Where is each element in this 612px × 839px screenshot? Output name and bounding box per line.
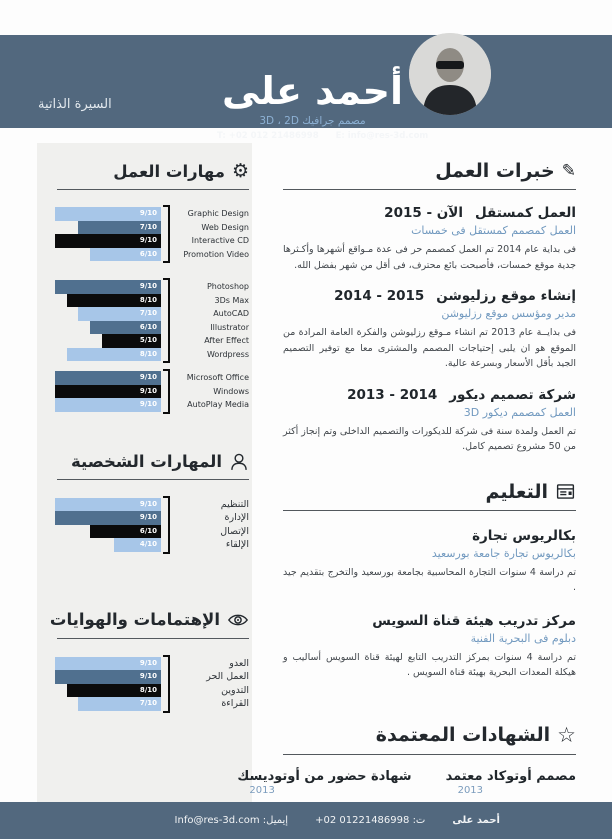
skill-score: 9/10 (139, 499, 157, 508)
eye-icon (227, 609, 249, 631)
skill-bar-row (43, 511, 161, 525)
avatar-silhouette-icon (409, 33, 491, 115)
skill-label: Illustrator (210, 322, 249, 332)
header-contact (210, 131, 429, 141)
entry-title-row (283, 527, 576, 545)
certificate-item (237, 769, 411, 796)
skill-bar-row (43, 280, 161, 294)
skill-score: 9/10 (139, 400, 157, 408)
pencil-icon: ✎ (561, 161, 576, 181)
skill-bar-row (43, 321, 161, 335)
group-bracket (163, 278, 170, 363)
skill-label: Windows (213, 386, 249, 396)
entry-body: تم العمل ولمدة سنة فى شركة للديكورات والتصميم الداخلى وتم إنجاز أكثر من 50 مشروع تصميم كامل. (283, 425, 576, 452)
section-title-education (283, 481, 576, 503)
skill-bar-row (43, 248, 161, 262)
skill-score: 4/10 (139, 540, 157, 548)
skill-bar-row (43, 385, 161, 399)
skill-bar (67, 294, 161, 308)
skill-score: 8/10 (139, 349, 157, 358)
skill-bar-row (43, 207, 161, 221)
skill-score: 5/10 (139, 336, 157, 344)
skill-score: 9/10 (139, 658, 157, 667)
entry-body: فى بداية عام 2014 تم العمل كمصمم حر فى عدة مـواقع أشهرها وأكـثرها جدية موقع خمسات، فأصبحت بائع محترف، فى أقل من شهر بفضل الله. (283, 244, 576, 271)
section-title-certificates (283, 723, 576, 747)
person-job-title: مصمم جرافيك 3D ، 2D (259, 115, 366, 127)
skill-bar (67, 348, 161, 362)
skill-label: Interactive CD (191, 236, 249, 245)
skill-label: Microsoft Office (186, 373, 249, 382)
skill-label: Web Design (201, 222, 249, 232)
skill-bar (55, 371, 161, 385)
skill-bar-row (43, 498, 161, 512)
skill-bar (55, 280, 161, 294)
education-entry (283, 612, 576, 681)
skill-bar (90, 321, 161, 335)
section-title-interests (43, 609, 249, 631)
skill-score: 9/10 (139, 672, 157, 680)
skill-bar (102, 334, 161, 348)
entry-body: تم دراسة 4 سنوات بمركز التدريب التابع لهيئة قناة السويس أساليب و هيكلة المعدات البحرية بهيئة قناة السويس . (283, 651, 576, 678)
section-divider (57, 189, 249, 190)
skill-label: Graphic Design (187, 209, 249, 218)
profile-photo (409, 33, 491, 115)
footer-email (175, 815, 289, 826)
skill-label: After Effect (204, 336, 249, 345)
group-bracket (163, 205, 170, 263)
section-title-text: الشهادات المعتمدة (375, 723, 551, 746)
skill-label: 3Ds Max (214, 295, 249, 305)
footer-email-label: إيميل: (262, 815, 289, 826)
identity-block (210, 69, 429, 141)
skill-score: 7/10 (139, 309, 157, 317)
entry-role: بكالريوس تجارة (472, 527, 576, 544)
education-entry (283, 527, 576, 596)
header-email: E: info@res-3d.com (335, 131, 429, 141)
skill-bar (55, 498, 161, 512)
skill-label: العدو (229, 657, 249, 669)
section-divider (283, 189, 576, 190)
skill-bar-row (43, 525, 161, 539)
skill-bar (67, 684, 161, 698)
entry-role: شركة تصميم ديكور (449, 386, 576, 403)
section-title-experience (283, 160, 576, 182)
section-title-text: المهارات الشخصية (70, 452, 222, 471)
certificate-title: شهادة حضور من أوتوديسك (237, 768, 412, 784)
entry-body: تم دراسة 4 سنوات التجارة المحاسبية بجامعة بورسعيد والتخرج بتقديم جيد . (283, 566, 576, 593)
entry-date: 2013 - 2014 (347, 386, 438, 403)
footer-phone-number: +02 01221486998 (315, 815, 410, 826)
skill-label: الإتصال (220, 525, 249, 537)
section-divider (57, 479, 249, 480)
skill-bar (55, 234, 161, 248)
skill-score: 9/10 (139, 209, 157, 217)
skill-label: Photoshop (206, 282, 249, 291)
experience-entry (283, 287, 576, 372)
footer-email-address: Info@res-3d.com (174, 815, 260, 826)
skill-score: 9/10 (139, 513, 157, 521)
section-divider (57, 638, 249, 639)
skill-score: 9/10 (139, 373, 157, 381)
section-title-text: مهارات العمل (113, 161, 225, 181)
skill-score: 6/10 (139, 526, 157, 535)
skill-bar (55, 385, 161, 399)
group-bracket (163, 496, 170, 554)
skill-label: AutoPlay Media (187, 400, 249, 409)
skill-bar-row (43, 657, 161, 671)
skill-label: الإلقاء (225, 539, 249, 550)
skill-bar (55, 207, 161, 221)
gear-icon: ⚙ (231, 160, 249, 182)
footer-phone-label: ت: (412, 815, 426, 826)
section-divider (283, 510, 576, 511)
skill-bar (55, 511, 161, 525)
section-title-text: خبرات العمل (435, 160, 555, 182)
skill-bar-row (43, 348, 161, 362)
skill-bar (78, 307, 161, 321)
diploma-icon (555, 481, 576, 502)
entry-role: العمل كمستقل (474, 205, 576, 221)
skill-bar-row (43, 294, 161, 308)
footer-name: أحمد على (452, 815, 500, 826)
sidebar-panel (37, 143, 252, 802)
skill-score: 6/10 (139, 322, 157, 331)
header-band (0, 35, 612, 141)
skill-bar-row (43, 234, 161, 248)
skill-label: AutoCAD (213, 309, 249, 318)
person-icon (229, 452, 249, 472)
section-title-personal-skills (43, 452, 249, 472)
skill-label: التدوين (221, 684, 249, 696)
section-divider (283, 754, 576, 755)
cv-label: السيرة الذاتية (38, 97, 112, 112)
entry-subtitle: دبلوم فى البحرية الفنية (470, 631, 576, 645)
skill-bar (55, 670, 161, 684)
entry-role: إنشاء موقع رزليوشن (436, 288, 576, 304)
section-title-work-skills (43, 160, 249, 182)
skill-label: التنظيم (220, 498, 249, 510)
certificate-title: مصمم أوتوكاد معتمد (445, 768, 576, 784)
entry-title-row (283, 612, 576, 630)
skill-score: 8/10 (139, 685, 157, 694)
skill-bar (55, 398, 161, 412)
skill-score: 9/10 (139, 386, 157, 395)
entry-subtitle: بكالريوس تجارة جامعة بورسعيد (431, 546, 576, 560)
skill-score: 7/10 (139, 699, 157, 707)
person-name: أحمد على (222, 69, 403, 113)
skill-bar-row (43, 371, 161, 385)
skill-bar (114, 538, 161, 552)
skill-score: 9/10 (139, 236, 157, 244)
entry-title-row (283, 386, 576, 404)
entry-date: 2014 - 2015 (334, 288, 425, 304)
group-bracket (163, 369, 170, 414)
skill-bar-row (43, 670, 161, 684)
certificate-year: 2013 (457, 784, 484, 796)
skill-bar-row (43, 697, 161, 711)
skill-label: Wordpress (206, 349, 249, 359)
entry-subtitle: العمل كمصمم كمستقل فى خمسات (411, 224, 576, 237)
skill-score: 6/10 (139, 249, 157, 258)
group-bracket (163, 655, 170, 713)
skill-bar (90, 525, 161, 539)
skill-bar-row (43, 221, 161, 235)
skills-chart-group-2 (43, 280, 249, 361)
skills-chart-group-1 (43, 207, 249, 261)
skills-chart-group-3 (43, 371, 249, 412)
skill-bar-row (43, 334, 161, 348)
star-icon: ☆ (557, 722, 576, 747)
entry-date: 2015 - الآن (384, 205, 463, 221)
entry-body: فى بدايــة عام 2013 تم انشاء مـوقع رزليوشن والفكرة العامة المرادة من الموقع هو ان يلبى إحتياجات المصمم والمشترى معا مع توفير التصميم الجيد بأقل الأسعار وبسرعة عالية. (283, 327, 576, 369)
footer-phone (315, 815, 425, 826)
certificate-item (446, 769, 576, 796)
skill-score: 8/10 (139, 295, 157, 304)
skill-score: 7/10 (139, 222, 157, 231)
personal-skills-chart (43, 498, 249, 552)
entry-title-row (283, 287, 576, 305)
experience-entry (283, 386, 576, 455)
skill-bar (78, 221, 161, 235)
skill-label: الإدارة (224, 512, 249, 523)
skill-label: العمل الحر (206, 671, 249, 682)
skill-bar-row (43, 307, 161, 321)
skill-bar-row (43, 538, 161, 552)
skill-bar (55, 657, 161, 671)
skill-bar-row (43, 398, 161, 412)
entry-title-row (283, 204, 576, 222)
section-title-text: التعليم (485, 480, 548, 503)
certificate-year: 2013 (249, 784, 275, 796)
skill-score: 9/10 (139, 282, 157, 290)
skill-bar-row (43, 684, 161, 698)
footer-band (0, 802, 612, 839)
header-phone: T: +02 012 21486998 (217, 131, 319, 141)
skill-label: Promotion Video (183, 249, 249, 259)
section-title-text: الإهتمامات والهوايات (49, 610, 220, 629)
interests-chart (43, 657, 249, 711)
entry-role: مركز تدريب هيئة قناة السويس (372, 612, 576, 629)
experience-entry (283, 204, 576, 273)
skill-bar (78, 697, 161, 711)
entry-subtitle: مدير ومؤسس موقع رزليوشن (441, 307, 576, 320)
skill-label: القراءة (221, 698, 249, 709)
entry-subtitle: العمل كمصمم ديكور 3D (463, 405, 576, 419)
skill-bar (90, 248, 161, 262)
